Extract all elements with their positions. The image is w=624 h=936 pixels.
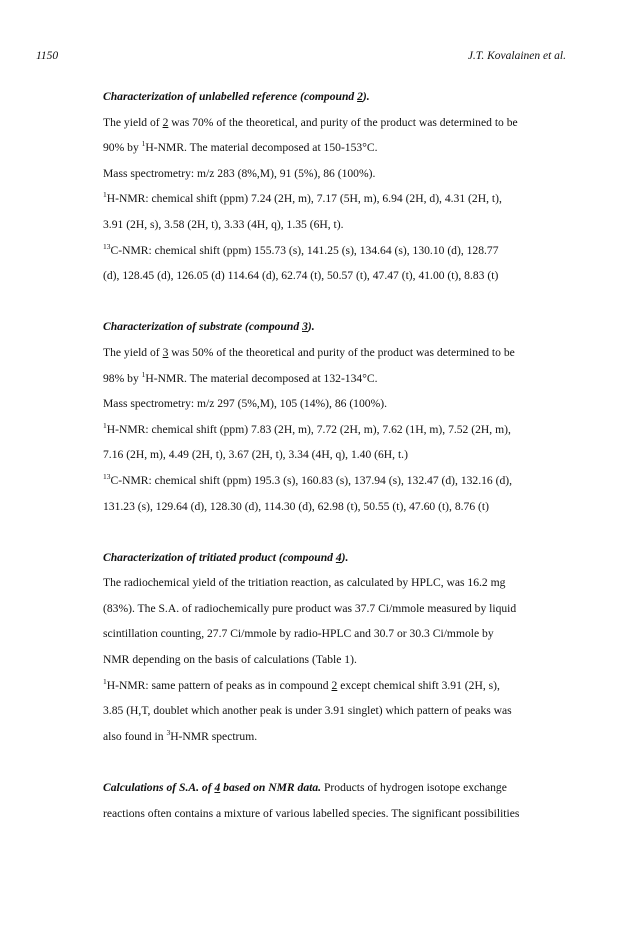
h-nmr-line: 3.85 (H,T, doublet which another peak is under 3.91 singlet) which pattern of peaks was (103, 704, 512, 718)
h-nmr-line: $^1$H-NMR: same pattern of peaks as in compound 2 except chemical shift 3.91 (2H, s), (103, 676, 500, 692)
section-heading-compound-3: Characterization of substrate (compound 3). (103, 320, 315, 334)
c-nmr-line: $^{13}$C-NMR: chemical shift (ppm) 195.3 (s), 160.83 (s), 137.94 (s), 132.47 (d), 132.16 (d), (103, 471, 513, 487)
mass-spectrometry-line: Mass spectrometry: m/z 297 (5%,M), 105 (14%), 86 (100%). (103, 397, 387, 411)
paragraph-line: The radiochemical yield of the tritiation reaction, as calculated by HPLC, was 16.2 mg (103, 576, 506, 590)
page-number: 1150 (36, 50, 59, 62)
yield-line: The yield of 2 was 70% of the theoretical, and purity of the product was determined to be (103, 115, 518, 129)
c-nmr-line: 131.23 (s), 129.64 (d), 128.30 (d), 114.30 (d), 62.98 (t), 50.55 (t), 47.60 (t), 8.76 (t) (103, 499, 489, 513)
calculations-paragraph-line: reactions often contains a mixture of various labelled species. The significant possibilities (103, 806, 520, 820)
section-heading-compound-4: Characterization of tritiated product (compound 4). (103, 550, 349, 564)
section-gap (103, 519, 533, 545)
mass-spectrometry-line: Mass spectrometry: m/z 283 (8%,M), 91 (5%), 86 (100%). (103, 166, 376, 180)
c-nmr-line: $^{13}$C-NMR: chemical shift (ppm) 155.73 (s), 141.25 (s), 134.64 (s), 130.10 (d), 128.77 (103, 241, 499, 257)
section-gap (103, 289, 533, 315)
h-nmr-line: $^1$H-NMR: chemical shift (ppm) 7.83 (2H, m), 7.72 (2H, m), 7.62 (1H, m), 7.52 (2H, m), (103, 420, 511, 436)
section-gap (103, 749, 533, 775)
h-nmr-line: $^1$H-NMR: chemical shift (ppm) 7.24 (2H, m), 7.17 (5H, m), 6.94 (2H, d), 4.31 (2H, t), (103, 190, 502, 206)
h-nmr-line: 7.16 (2H, m), 4.49 (2H, t), 3.67 (2H, t), 3.34 (4H, q), 1.40 (6H, t.) (103, 448, 408, 462)
h-nmr-line: 3.91 (2H, s), 3.58 (2H, t), 3.33 (4H, q), 1.35 (6H, t). (103, 217, 344, 231)
paragraph-line: scintillation counting, 27.7 Ci/mmole by radio-HPLC and 30.7 or 30.3 Ci/mmole by (103, 627, 494, 641)
yield-line: 98% by $^1$H-NMR. The material decomposed at 132-134°C. (103, 369, 378, 385)
paragraph-line: NMR depending on the basis of calculations (Table 1). (103, 653, 357, 667)
running-header-authors: J.T. Kovalainen et al. (467, 50, 566, 62)
calculations-paragraph-line: Calculations of S.A. of 4 based on NMR data. Products of hydrogen isotope exchange (103, 781, 507, 795)
c-nmr-line: (d), 128.45 (d), 126.05 (d) 114.64 (d), 62.74 (t), 50.57 (t), 47.47 (t), 41.00 (t), 8.83 (t) (103, 269, 499, 283)
section-heading-compound-2: Characterization of unlabelled reference (compound 2). (103, 90, 370, 103)
h-nmr-line: also found in $^3$H-NMR spectrum. (103, 727, 258, 743)
yield-line: The yield of 3 was 50% of the theoretical and purity of the product was determined to be (103, 345, 515, 359)
yield-line: 90% by $^1$H-NMR. The material decomposed at 150-153°C. (103, 139, 378, 155)
body-text (103, 84, 533, 826)
calculations-lead: Calculations of S.A. of 4 based on NMR data. (103, 781, 322, 795)
paragraph-line: (83%). The S.A. of radiochemically pure product was 37.7 Ci/mmole measured by liquid (103, 601, 517, 615)
